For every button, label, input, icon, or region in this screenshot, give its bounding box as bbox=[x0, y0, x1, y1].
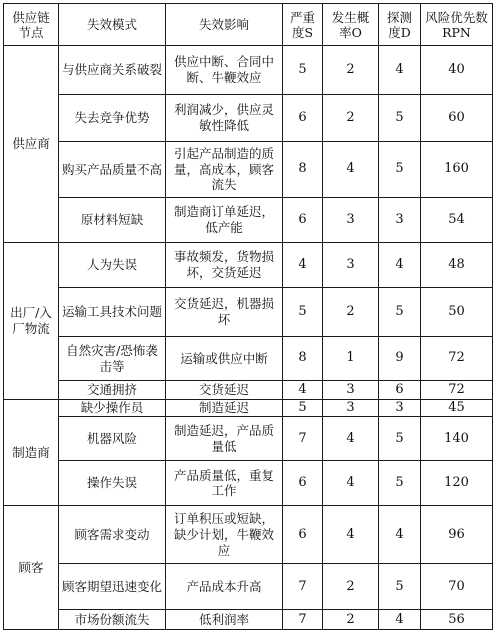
table-row bbox=[4, 198, 493, 243]
effect-cell: 低利润率 bbox=[166, 610, 283, 630]
detection-cell: 5 bbox=[379, 142, 421, 198]
effect-cell: 运输或供应中断 bbox=[166, 337, 283, 381]
effect-cell: 制造延迟 bbox=[166, 400, 283, 417]
node-cell: 供应商 bbox=[4, 46, 59, 243]
occurrence-cell: 4 bbox=[323, 461, 379, 506]
occurrence-cell: 2 bbox=[323, 564, 379, 610]
occurrence-cell: 2 bbox=[323, 95, 379, 142]
occurrence-cell: 4 bbox=[323, 417, 379, 461]
occurrence-cell: 2 bbox=[323, 610, 379, 630]
header-rpn: 风险优先数RPN bbox=[421, 4, 493, 46]
mode-cell: 机器风险 bbox=[59, 417, 166, 461]
mode-cell: 顾客需求变动 bbox=[59, 506, 166, 564]
severity-cell: 8 bbox=[283, 337, 323, 381]
effect-cell: 产品质量低，重复工作 bbox=[166, 461, 283, 506]
detection-cell: 5 bbox=[379, 288, 421, 337]
effect-cell: 订单积压或短缺，缺少计划，牛鞭效应 bbox=[166, 506, 283, 564]
node-cell: 出厂/入厂物流 bbox=[4, 243, 59, 400]
table-row bbox=[4, 417, 493, 461]
fmea-table bbox=[3, 3, 493, 630]
detection-cell: 4 bbox=[379, 46, 421, 95]
occurrence-cell: 4 bbox=[323, 142, 379, 198]
detection-cell: 4 bbox=[379, 506, 421, 564]
mode-cell: 购买产品质量不高 bbox=[59, 142, 166, 198]
occurrence-cell: 3 bbox=[323, 400, 379, 417]
effect-cell: 利润减少，供应灵敏性降低 bbox=[166, 95, 283, 142]
mode-cell: 与供应商关系破裂 bbox=[59, 46, 166, 95]
rpn-cell: 160 bbox=[421, 142, 493, 198]
severity-cell: 5 bbox=[283, 288, 323, 337]
mode-cell: 缺少操作员 bbox=[59, 400, 166, 417]
header-occurrence: 发生概率O bbox=[323, 4, 379, 46]
effect-cell: 制造商订单延迟，低产能 bbox=[166, 198, 283, 243]
effect-cell: 交货延迟，机器损坏 bbox=[166, 288, 283, 337]
rpn-cell: 120 bbox=[421, 461, 493, 506]
rpn-cell: 72 bbox=[421, 381, 493, 400]
effect-cell: 制造延迟，产品质量低 bbox=[166, 417, 283, 461]
rpn-cell: 54 bbox=[421, 198, 493, 243]
header-node: 供应链节点 bbox=[4, 4, 59, 46]
rpn-cell: 45 bbox=[421, 400, 493, 417]
severity-cell: 6 bbox=[283, 95, 323, 142]
mode-cell: 交通拥挤 bbox=[59, 381, 166, 400]
table-row bbox=[4, 381, 493, 400]
effect-cell: 交货延迟 bbox=[166, 381, 283, 400]
header-severity: 严重度S bbox=[283, 4, 323, 46]
header-mode: 失效模式 bbox=[59, 4, 166, 46]
mode-cell: 市场份额流失 bbox=[59, 610, 166, 630]
header-row bbox=[4, 4, 493, 46]
occurrence-cell: 2 bbox=[323, 46, 379, 95]
detection-cell: 9 bbox=[379, 337, 421, 381]
rpn-cell: 50 bbox=[421, 288, 493, 337]
table-row bbox=[4, 95, 493, 142]
table-row bbox=[4, 142, 493, 198]
detection-cell: 3 bbox=[379, 400, 421, 417]
table-row bbox=[4, 288, 493, 337]
detection-cell: 5 bbox=[379, 95, 421, 142]
severity-cell: 5 bbox=[283, 400, 323, 417]
table-row bbox=[4, 610, 493, 630]
severity-cell: 6 bbox=[283, 198, 323, 243]
rpn-cell: 96 bbox=[421, 506, 493, 564]
severity-cell: 4 bbox=[283, 243, 323, 288]
mode-cell: 顾客期望迅速变化 bbox=[59, 564, 166, 610]
severity-cell: 5 bbox=[283, 46, 323, 95]
mode-cell: 人为失误 bbox=[59, 243, 166, 288]
occurrence-cell: 1 bbox=[323, 337, 379, 381]
detection-cell: 5 bbox=[379, 417, 421, 461]
rpn-cell: 70 bbox=[421, 564, 493, 610]
effect-cell: 事故频发，货物损坏，交货延迟 bbox=[166, 243, 283, 288]
rpn-cell: 72 bbox=[421, 337, 493, 381]
mode-cell: 自然灾害/恐怖袭击等 bbox=[59, 337, 166, 381]
severity-cell: 8 bbox=[283, 142, 323, 198]
detection-cell: 4 bbox=[379, 610, 421, 630]
severity-cell: 6 bbox=[283, 506, 323, 564]
table-row bbox=[4, 400, 493, 417]
table-row bbox=[4, 564, 493, 610]
node-cell: 制造商 bbox=[4, 400, 59, 506]
severity-cell: 7 bbox=[283, 564, 323, 610]
effect-cell: 供应中断、合同中断、牛鞭效应 bbox=[166, 46, 283, 95]
detection-cell: 6 bbox=[379, 381, 421, 400]
mode-cell: 原材料短缺 bbox=[59, 198, 166, 243]
detection-cell: 5 bbox=[379, 461, 421, 506]
occurrence-cell: 4 bbox=[323, 506, 379, 564]
severity-cell: 7 bbox=[283, 417, 323, 461]
detection-cell: 4 bbox=[379, 243, 421, 288]
occurrence-cell: 3 bbox=[323, 198, 379, 243]
detection-cell: 3 bbox=[379, 198, 421, 243]
table-row bbox=[4, 243, 493, 288]
header-effect: 失效影响 bbox=[166, 4, 283, 46]
effect-cell: 产品成本升高 bbox=[166, 564, 283, 610]
occurrence-cell: 2 bbox=[323, 288, 379, 337]
severity-cell: 7 bbox=[283, 610, 323, 630]
severity-cell: 6 bbox=[283, 461, 323, 506]
rpn-cell: 56 bbox=[421, 610, 493, 630]
table-row bbox=[4, 506, 493, 564]
rpn-cell: 60 bbox=[421, 95, 493, 142]
table-row bbox=[4, 46, 493, 95]
occurrence-cell: 3 bbox=[323, 381, 379, 400]
mode-cell: 失去竞争优势 bbox=[59, 95, 166, 142]
effect-cell: 引起产品制造的质量，高成本，顾客流失 bbox=[166, 142, 283, 198]
mode-cell: 操作失误 bbox=[59, 461, 166, 506]
detection-cell: 5 bbox=[379, 564, 421, 610]
node-cell: 顾客 bbox=[4, 506, 59, 630]
table-row bbox=[4, 461, 493, 506]
rpn-cell: 48 bbox=[421, 243, 493, 288]
table-row bbox=[4, 337, 493, 381]
mode-cell: 运输工具技术问题 bbox=[59, 288, 166, 337]
occurrence-cell: 3 bbox=[323, 243, 379, 288]
rpn-cell: 140 bbox=[421, 417, 493, 461]
severity-cell: 4 bbox=[283, 381, 323, 400]
rpn-cell: 40 bbox=[421, 46, 493, 95]
header-detection: 探测度D bbox=[379, 4, 421, 46]
